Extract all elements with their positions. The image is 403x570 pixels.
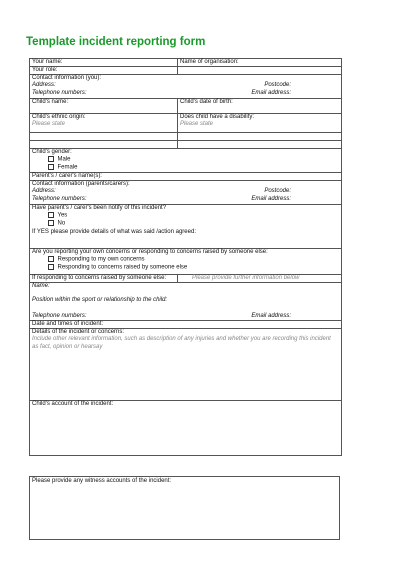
address-label: Address:: [32, 82, 56, 89]
organisation-field[interactable]: Name of organisation:: [180, 59, 239, 65]
row-reporting: [30, 249, 341, 275]
male-checkbox[interactable]: [48, 156, 54, 162]
your-role-field[interactable]: Your role:: [30, 67, 178, 74]
no-checkbox[interactable]: [48, 220, 54, 226]
role-blank: [178, 67, 341, 74]
blank-cell-right[interactable]: [178, 133, 341, 140]
parents-email-label: Email address:: [251, 195, 291, 202]
blank-cell-right-2[interactable]: [178, 141, 341, 148]
row-contact-parents[interactable]: [30, 181, 341, 205]
female-checkbox[interactable]: [48, 164, 54, 170]
details-label: Details of the incident or concerns:: [32, 329, 125, 335]
witness-label: Please provide any witness accounts of the incident:: [32, 478, 172, 484]
telephone-label: Telephone numbers:: [32, 89, 87, 96]
contact-parents-label: Contact information (parents/carers):: [32, 181, 130, 187]
row-blank-2: [30, 141, 341, 149]
disability-label: Does child have a disability:: [180, 114, 255, 120]
responder-name-label: Name:: [32, 283, 50, 289]
disability-field[interactable]: [178, 114, 341, 132]
row-parents-notified: [30, 205, 341, 249]
row-child-name: [30, 99, 341, 114]
other-concerns-checkbox[interactable]: [48, 264, 54, 270]
if-yes-label[interactable]: If YES please provide details of what was said /action agreed:: [32, 228, 196, 235]
ethnic-origin-label: Child's ethnic origin:: [32, 114, 86, 120]
own-concerns-checkbox[interactable]: [48, 256, 54, 262]
gender-label: Child's gender:: [32, 149, 72, 155]
row-responder-details[interactable]: [30, 283, 341, 321]
parents-names-field[interactable]: Parent's / carer's name(s):: [30, 173, 341, 181]
childs-name-field[interactable]: Child's name:: [30, 99, 178, 113]
yes-checkbox[interactable]: [48, 212, 54, 218]
own-concerns-label: Responding to my own concerns: [57, 256, 145, 263]
blank-cell-left-2[interactable]: [30, 141, 178, 148]
position-label: Position within the sport or relationship to the child:: [32, 297, 168, 304]
female-label: Female: [57, 164, 78, 171]
row-blank-1: [30, 133, 341, 141]
parents-address-label: Address:: [32, 188, 56, 195]
row-ethnic-disability: [30, 114, 341, 133]
parents-postcode-label: Postcode:: [264, 188, 291, 195]
row-name-org: [30, 59, 341, 67]
row-details[interactable]: [30, 329, 341, 401]
childs-dob-field[interactable]: Child's date of birth:: [180, 99, 233, 105]
disability-please-state: Please state: [180, 121, 214, 128]
details-hint: Include other relevant information, such as description of any injuries and whether you are recording this incident as fact, opinion or hearsay: [32, 336, 331, 350]
if-responding-label: If responding to concerns raised by someone else:: [30, 275, 178, 282]
row-if-responding: [30, 275, 341, 283]
male-label: Male: [57, 156, 71, 163]
blank-cell-left[interactable]: [30, 133, 178, 140]
your-name-field[interactable]: Your name:: [30, 59, 178, 66]
date-times-field[interactable]: Date and times of incident:: [30, 321, 341, 329]
further-info-hint: Please provide further information below: [192, 275, 300, 281]
other-concerns-label: Responding to concerns raised by someone else: [57, 264, 188, 271]
responder-telephone-label: Telephone numbers:: [32, 312, 87, 319]
no-label: No: [57, 220, 66, 227]
witness-box[interactable]: [29, 476, 340, 540]
responder-email-label: Email address:: [251, 312, 291, 319]
row-child-account[interactable]: [30, 401, 341, 455]
incident-form: [29, 58, 342, 456]
ethnic-please-state: Please state: [32, 121, 66, 128]
page-title: Template incident reporting form: [26, 36, 206, 48]
row-gender: [30, 149, 341, 173]
ethnic-origin-field[interactable]: [30, 114, 178, 132]
postcode-label: Postcode:: [264, 82, 291, 89]
reporting-question: Are you reporting your own concerns or responding to concerns raised by someone else:: [32, 249, 268, 255]
parents-telephone-label: Telephone numbers:: [32, 195, 87, 202]
parents-notified-label: Have parent's / carer's been notify of this incident?: [32, 205, 167, 211]
row-contact-you[interactable]: [30, 75, 341, 99]
email-label: Email address:: [251, 89, 291, 96]
child-account-label: Child's account of the incident:: [32, 401, 114, 407]
contact-you-label: Contact information (you):: [32, 75, 102, 81]
row-role: [30, 67, 341, 75]
yes-label: Yes: [57, 212, 68, 219]
